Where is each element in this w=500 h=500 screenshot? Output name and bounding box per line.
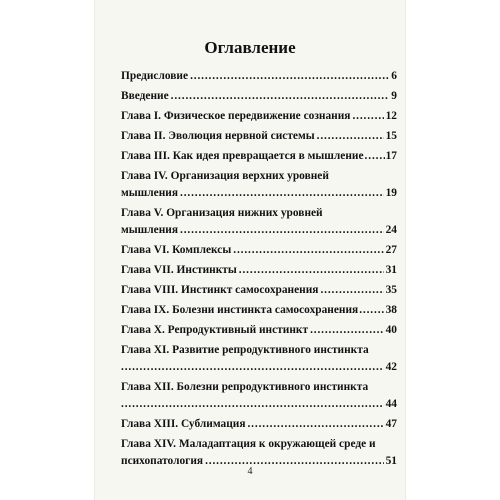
toc-entry-chapter-9 xyxy=(121,302,397,319)
toc-entry-chapter-2 xyxy=(121,128,397,145)
toc-entry-title: Глава III. Как идея превращается в мышление xyxy=(121,150,364,162)
toc-entry-page: 47 xyxy=(385,418,397,430)
dot-leader xyxy=(365,148,385,165)
toc-entry-chapter-1 xyxy=(121,108,397,125)
toc-entry-page: 40 xyxy=(385,324,397,336)
dot-leader xyxy=(233,242,383,259)
toc-entry-title: Предисловие xyxy=(121,70,189,82)
toc-entry-chapter-7 xyxy=(121,262,397,279)
dot-leader xyxy=(171,88,390,105)
dot-leader xyxy=(121,396,384,413)
toc-entry-page: 24 xyxy=(385,224,397,236)
table-of-contents xyxy=(121,68,397,470)
toc-entry-page: 51 xyxy=(385,455,397,467)
toc-entry-chapter-12 xyxy=(121,379,397,413)
toc-entry-title: Глава VIII. Инстинкт самосохранения xyxy=(121,284,319,296)
toc-entry-page: 42 xyxy=(385,361,397,373)
toc-entry-title: Глава XIII. Сублимация xyxy=(121,418,246,430)
toc-entry-title: Глава IV. Организация верхних уровней xyxy=(121,170,329,182)
toc-entry-title-continued: психопатология xyxy=(121,455,204,467)
toc-entry-page: 17 xyxy=(385,150,397,162)
toc-heading: Оглавление xyxy=(204,38,296,57)
toc-entry-page: 27 xyxy=(385,244,397,256)
toc-entry-title: Введение xyxy=(121,90,169,102)
toc-entry-page: 15 xyxy=(385,130,397,142)
dot-leader xyxy=(190,68,389,85)
toc-entry-chapter-14 xyxy=(121,436,397,470)
toc-entry-chapter-8 xyxy=(121,282,397,299)
toc-entry-title: Глава VI. Комплексы xyxy=(121,244,232,256)
dot-leader xyxy=(317,128,384,145)
toc-entry-title: Глава VII. Инстинкты xyxy=(121,264,237,276)
toc-entry-introduction xyxy=(121,88,397,105)
toc-entry-chapter-13 xyxy=(121,416,397,433)
toc-entry-title: Глава I. Физическое передвижение сознания xyxy=(121,110,351,122)
toc-entry-title-continued: мышления xyxy=(121,224,179,236)
toc-entry-page: 12 xyxy=(385,110,397,122)
dot-leader xyxy=(239,262,384,279)
toc-entry-chapter-4 xyxy=(121,168,397,202)
toc-entry-chapter-3 xyxy=(121,148,397,165)
toc-entry-page: 35 xyxy=(385,284,397,296)
toc-entry-title: Глава XI. Развитие репродуктивного инстинкта xyxy=(121,344,369,356)
toc-entry-preface xyxy=(121,68,397,85)
toc-entry-title: Глава IX. Болезни инстинкта самосохранения xyxy=(121,304,359,316)
toc-entry-chapter-5 xyxy=(121,205,397,239)
toc-entry-page: 38 xyxy=(385,304,397,316)
toc-entry-title: Глава XIV. Маладаптация к окружающей среде и xyxy=(121,438,376,450)
dot-leader xyxy=(180,185,384,202)
book-page xyxy=(95,0,405,500)
dot-leader xyxy=(247,416,383,433)
toc-entry-page: 31 xyxy=(385,264,397,276)
toc-entry-title-continued: мышления xyxy=(121,187,179,199)
toc-entry-title: Глава V. Организация нижних уровней xyxy=(121,207,323,219)
toc-entry-page: 19 xyxy=(385,187,397,199)
dot-leader xyxy=(310,322,384,339)
toc-entry-page: 6 xyxy=(391,70,397,82)
toc-entry-chapter-10 xyxy=(121,322,397,339)
toc-entry-page: 9 xyxy=(391,90,397,102)
toc-entry-page: 44 xyxy=(385,398,397,410)
dot-leader xyxy=(180,222,384,239)
dot-leader xyxy=(320,282,383,299)
toc-entry-chapter-11 xyxy=(121,342,397,376)
dot-leader xyxy=(359,302,384,319)
toc-entry-chapter-6 xyxy=(121,242,397,259)
toc-entry-title: Глава XII. Болезни репродуктивного инстинкта xyxy=(121,381,369,393)
toc-entry-title: Глава X. Репродуктивный инстинкт xyxy=(121,324,309,336)
toc-entry-title: Глава II. Эволюция нервной системы xyxy=(121,130,315,142)
dot-leader xyxy=(352,108,383,125)
dot-leader xyxy=(121,359,384,376)
page-number: 4 xyxy=(247,466,253,477)
